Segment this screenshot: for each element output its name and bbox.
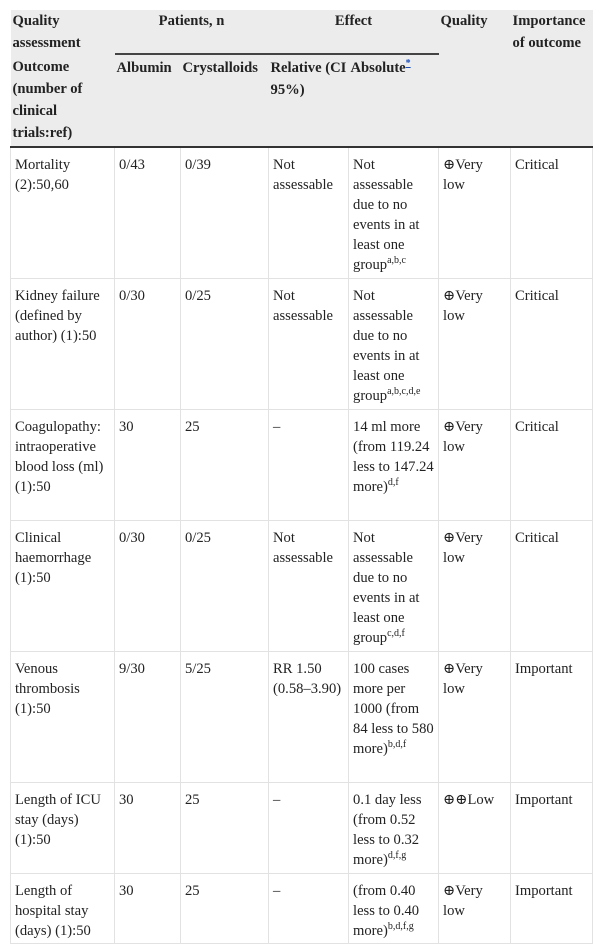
cell-albumin-text: 30 [119, 791, 134, 808]
cell-albumin [115, 782, 181, 873]
cell-crystalloids-text: 5/25 [185, 660, 211, 677]
cell-absolute [349, 409, 439, 520]
cell-absolute-text: Not assessable due to no events in at least one group [353, 157, 420, 273]
evidence-table [10, 10, 593, 944]
cell-albumin-text: 30 [119, 882, 134, 899]
footnote-refs[interactable]: b,d,f [387, 738, 407, 750]
cell-crystalloids [181, 147, 269, 278]
footnote-refs[interactable]: b,d,f,g [387, 920, 414, 932]
cell-importance [511, 520, 593, 651]
cell-importance [511, 651, 593, 782]
cell-crystalloids-text: 25 [185, 791, 200, 808]
cell-albumin [115, 651, 181, 782]
cell-outcome [11, 782, 115, 873]
cell-crystalloids [181, 278, 269, 409]
cell-absolute [349, 520, 439, 651]
cell-albumin-text: 0/30 [119, 287, 145, 304]
table-body [11, 147, 593, 943]
table-header [11, 10, 593, 147]
cell-importance-text: Important [515, 882, 573, 899]
header-patients-n: Patients, n [115, 10, 269, 54]
cell-relative [269, 520, 349, 651]
cell-outcome [11, 278, 115, 409]
footnote-refs[interactable]: d,f [387, 476, 399, 488]
cell-quality-text: ⊕Very low [443, 882, 483, 919]
cell-quality [439, 782, 511, 873]
cell-importance-text: Important [515, 660, 573, 677]
cell-importance-text: Critical [515, 287, 559, 304]
cell-quality-text: ⊕Very low [443, 418, 483, 455]
cell-quality [439, 409, 511, 520]
header-row-top [11, 10, 593, 54]
cell-relative-text: – [273, 882, 281, 899]
cell-outcome-text: Kidney failure (defined by author) (1):50 [15, 287, 100, 344]
cell-absolute-text: 100 cases more per 1000 (from 84 less to 580 more) [353, 660, 434, 757]
cell-crystalloids [181, 520, 269, 651]
cell-quality [439, 520, 511, 651]
cell-relative-text: Not assessable [273, 287, 333, 324]
footnote-refs[interactable]: d,f,g [387, 849, 407, 861]
cell-outcome-text: Clinical haemorrhage (1):50 [15, 529, 92, 586]
cell-relative-text: – [273, 418, 281, 435]
cell-absolute-text: (from 0.40 less to 0.40 more) [353, 882, 420, 939]
cell-crystalloids [181, 873, 269, 943]
cell-quality [439, 278, 511, 409]
cell-relative-text: Not assessable [273, 157, 333, 193]
cell-absolute-text: Not assessable due to no events in at least one group [353, 529, 420, 646]
cell-relative [269, 278, 349, 409]
cell-albumin-text: 0/30 [119, 529, 145, 546]
cell-importance-text: Critical [515, 157, 559, 173]
cell-importance [511, 873, 593, 943]
header-outcome: Outcome (number of clinical trials:ref) [11, 54, 115, 147]
table-row [11, 873, 593, 943]
cell-absolute [349, 651, 439, 782]
cell-relative-text: – [273, 791, 281, 808]
cell-outcome-text: Length of hospital stay (days) (1):50 [15, 882, 91, 939]
cell-outcome [11, 147, 115, 278]
table-row [11, 782, 593, 873]
table-row [11, 520, 593, 651]
cell-absolute [349, 278, 439, 409]
cell-importance [511, 147, 593, 278]
cell-albumin [115, 520, 181, 651]
table-row [11, 409, 593, 520]
header-crystalloids: Crystalloids [181, 54, 269, 147]
cell-crystalloids-text: 25 [185, 418, 200, 435]
cell-crystalloids-text: 0/25 [185, 287, 211, 304]
cell-outcome [11, 409, 115, 520]
cell-albumin [115, 873, 181, 943]
cell-outcome [11, 873, 115, 943]
cell-importance [511, 278, 593, 409]
cell-outcome-text: Coagulopathy: intraoperative blood loss (ml) (1):50 [15, 418, 104, 495]
cell-quality-text: ⊕Very low [443, 157, 483, 193]
header-absolute [349, 54, 439, 147]
cell-outcome [11, 651, 115, 782]
cell-relative [269, 651, 349, 782]
header-absolute-label: Absolute [350, 60, 406, 76]
cell-relative-text: RR 1.50 (0.58–3.90) [273, 660, 342, 697]
cell-quality-text: ⊕Very low [443, 660, 483, 697]
footnote-refs[interactable]: a,b,c [387, 255, 406, 267]
cell-outcome [11, 520, 115, 651]
cell-quality [439, 873, 511, 943]
cell-relative [269, 147, 349, 278]
cell-absolute [349, 782, 439, 873]
cell-importance [511, 782, 593, 873]
cell-importance [511, 409, 593, 520]
table-row [11, 278, 593, 409]
cell-albumin-text: 30 [119, 418, 134, 435]
cell-albumin [115, 278, 181, 409]
cell-absolute [349, 147, 439, 278]
footnote-refs[interactable]: c,d,f [387, 627, 405, 639]
header-quality: Quality [439, 10, 511, 147]
cell-quality-text: ⊕Very low [443, 529, 483, 566]
cell-absolute-text: 0.1 day less (from 0.52 less to 0.32 more) [353, 791, 422, 868]
absolute-footnote-link[interactable]: * [405, 58, 411, 70]
cell-importance-text: Critical [515, 529, 559, 546]
cell-absolute [349, 873, 439, 943]
cell-outcome-text: Length of ICU stay (days) (1):50 [15, 791, 101, 848]
cell-quality [439, 651, 511, 782]
cell-albumin [115, 409, 181, 520]
cell-quality [439, 147, 511, 278]
cell-importance-text: Important [515, 791, 573, 808]
cell-outcome-text: Mortality (2):50,60 [15, 157, 71, 193]
cell-relative-text: Not assessable [273, 529, 333, 566]
cell-relative [269, 409, 349, 520]
cell-crystalloids [181, 651, 269, 782]
cell-outcome-text: Venous thrombosis (1):50 [15, 660, 80, 717]
cell-albumin-text: 0/43 [119, 157, 145, 173]
table-row [11, 651, 593, 782]
header-importance: Importance of outcome [511, 10, 593, 147]
footnote-refs[interactable]: a,b,c,d,e [387, 385, 421, 397]
cell-importance-text: Critical [515, 418, 559, 435]
cell-crystalloids [181, 782, 269, 873]
header-relative: Relative (CI 95%) [269, 54, 349, 147]
cell-absolute-text: 14 ml more (from 119.24 less to 147.24 more) [353, 418, 434, 495]
cell-relative [269, 782, 349, 873]
cell-albumin-text: 9/30 [119, 660, 145, 677]
table-row [11, 147, 593, 278]
cell-quality-text: ⊕⊕Low [443, 791, 495, 808]
cell-crystalloids-text: 25 [185, 882, 200, 899]
cell-quality-text: ⊕Very low [443, 287, 483, 324]
header-quality-assessment: Quality assessment [11, 10, 115, 54]
cell-relative [269, 873, 349, 943]
cell-albumin [115, 147, 181, 278]
header-effect: Effect [269, 10, 439, 54]
header-albumin: Albumin [115, 54, 181, 147]
cell-absolute-text: Not assessable due to no events in at least one group [353, 287, 420, 404]
cell-crystalloids-text: 0/39 [185, 157, 211, 173]
cell-crystalloids [181, 409, 269, 520]
cell-crystalloids-text: 0/25 [185, 529, 211, 546]
